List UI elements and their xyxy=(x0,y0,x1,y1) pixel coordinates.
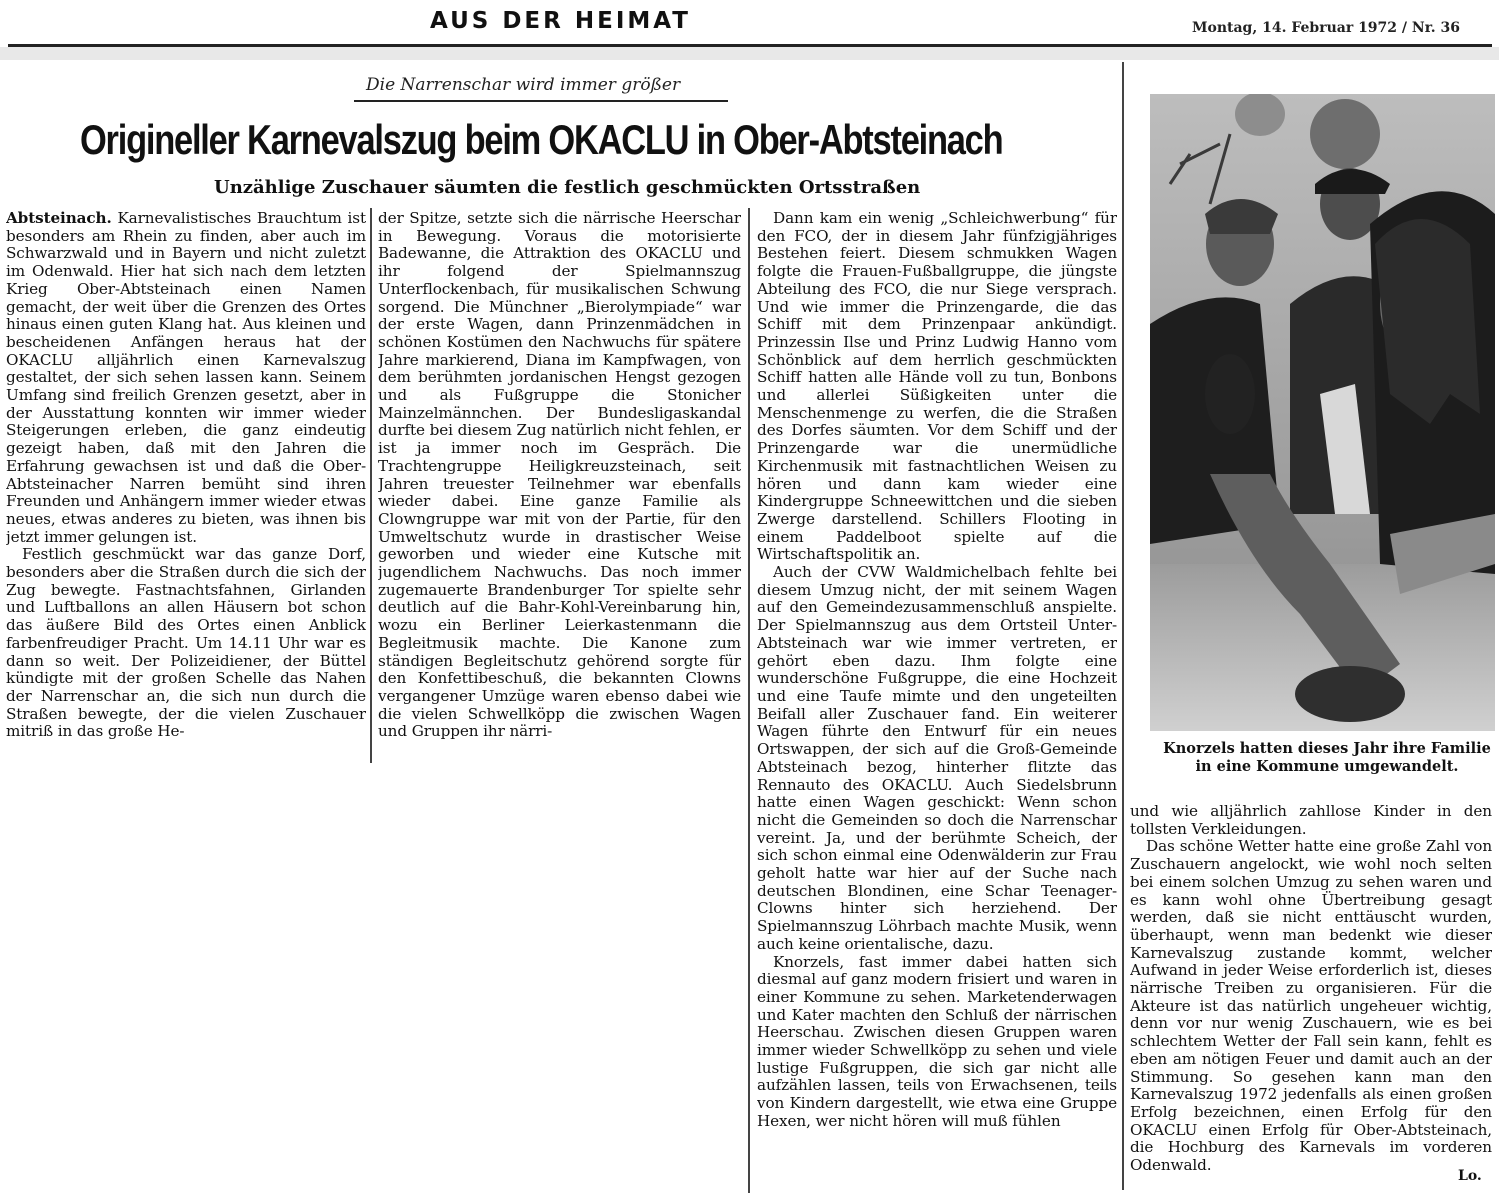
dateline-lead: Abtsteinach. xyxy=(6,210,112,227)
column-divider xyxy=(1122,62,1124,1190)
scan-margin-strip xyxy=(0,47,1499,60)
paragraph: Festlich geschmückt war das ganze Dorf, besonders aber die Straßen durch die sich der Zug bewegte. Fastnachtsfahnen, Girlanden und Luftballons an allen Häusern bot schon das äußere Bild des Ortes einen Anblick farbenfreudiger Pracht. Um 14.11 Uhr war es dann so weit. Der Polizeidiener, der Büttel kündigte mit der großen Schelle das Nahen der Narrenschar an, die sich nun durch die Straßen bewegte, der die vielen Zuschauer mitriß in das große He- xyxy=(6,545,366,741)
author-initials: Lo. xyxy=(1458,1168,1482,1184)
column-divider xyxy=(748,208,750,1193)
article-subheadline: Unzählige Zuschauer säumten die festlich geschmückten Ortsstraßen xyxy=(214,177,921,198)
text-column-3 xyxy=(757,210,1117,1188)
section-heading: AUS DER HEIMAT xyxy=(430,8,691,34)
kicker-underline xyxy=(354,100,728,102)
paragraph: der Spitze, setzte sich die närrische Heerschar in Bewegung. Voraus die motorisierte Badewanne, die Attraktion des OKACLU und ihr folgend der Spielmannszug Unterflockenbach, für musikalischen Schwung sorgend. Die Münchner „Bierolympiade“ war der erste Wagen, dann Prinzenmädchen in schönen Kostümen den Nachwuchs für spätere Jahre markierend, Diana im Kampfwagen, von dem berühmten jordanischen Hengst gezogen und als Fußgruppe die Stonicher Mainzelmännchen. Der Bundesligaskandal durfte bei diesem Zug natürlich nicht fehlen, er ist ja immer noch im Gespräch. Die Trachtengruppe Heiligkreuzsteinach, seit Jahren treuester Teilnehmer war ebenfalls wieder dabei. Eine ganze Familie als Clowngruppe war mit von der Partie, für den Umweltschutz wurde in drastischer Weise geworben und wieder eine Kutsche mit jugendlichem Nachwuchs. Das noch immer zugemauerte Brandenburger Tor spielte sehr deutlich auf die Bahr-Kohl-Vereinbarung hin, wozu ein Berliner Leierkastenmann die Begleitmusik machte. Die Kanone zum ständigen Begleitschutz gehörend sorgte für den Konfettibeschuß, die bekannten Clowns vergangener Umzüge waren ebenso dabei wie die vielen Schwellköpp die zwischen Wagen und Gruppen ihr närri- xyxy=(378,210,741,741)
article-photo xyxy=(1150,94,1495,731)
article-kicker: Die Narrenschar wird immer größer xyxy=(366,75,681,95)
text-column-2 xyxy=(378,210,741,762)
paragraph: Knorzels, fast immer dabei hatten sich diesmal auf ganz modern frisiert und waren in einer Kommune zu sehen. Marketenderwagen und Kater machten den Schluß der närrischen Heerschau. Zwischen diesen Gruppen waren immer wieder Schwellköpp zu sehen und viele lustige Fußgruppen, die sich gar nicht alle aufzählen lassen, teils von Erwachsenen, teils von Kindern dargestellt, wie etwa eine Gruppe Hexen, wer nicht hören will muß fühlen xyxy=(757,952,1117,1130)
date-issue-line: Montag, 14. Februar 1972 / Nr. 36 xyxy=(1192,20,1461,36)
article-headline: Origineller Karnevalszug beim OKACLU in Ober-Abtsteinach xyxy=(80,116,1003,163)
paragraph: und wie alljährlich zahllose Kinder in den tollsten Verkleidungen. xyxy=(1130,803,1492,838)
paragraph-text: Karnevalistisches Brauchtum ist besonders am Rhein zu finden, aber auch im Schwarzwald und in Bayern und nicht zuletzt im Odenwald. Hier hat sich nach dem letzten Krieg Ober-Abtsteinach einen Namen gemacht, der weit über die Grenzen des Ortes hinaus einen guten Klang hat. Aus kleinen und bescheidenen Anfängen heraus hat der OKACLU alljährlich einen Karnevalszug gestaltet, der sich sehen lassen kann. Seinem Umfang sind freilich Grenzen gesetzt, aber in der Ausstattung konnten wir immer wieder Steigerungen erleben, die ganz eindeutig gezeigt haben, daß mit den Jahren die Erfahrung gewachsen ist und daß die Ober-Abtsteinacher Narren bemüht sind ihren Freunden und Anhängern immer wieder etwas neues, etwas anderes zu bieten, was ihnen bis jetzt immer gelungen ist. xyxy=(6,210,366,546)
paragraph: Das schöne Wetter hatte eine große Zahl von Zuschauern angelockt, wie wohl noch selten bei einem solchen Umzug zu sehen waren und es kann wohl ohne Übertreibung gesagt werden, daß sie nicht enttäuscht wurden, überhaupt, wenn man bedenkt wie dieser Karnevalszug zustande kommt, welcher Aufwand in jeder Weise erforderlich ist, dieses närrische Treiben zu organisieren. Für die Akteure ist das natürlich ungeheuer wichtig, denn vor nur wenig Zuschauern, wie es bei schlechtem Wetter der Fall sein kann, fehlt es eben am nötigen Feuer und damit auch an der Stimmung. So gesehen kann man den Karnevalszug 1972 jedenfalls als einen großen Erfolg bezeichnen, einen Erfolg für den OKACLU einen Erfolg für Ober-Abtsteinach, die Hochburg des Karnevals im vorderen Odenwald. xyxy=(1130,837,1492,1175)
photo-illustration xyxy=(1150,94,1495,731)
paragraph: Auch der CVW Waldmichelbach fehlte bei diesem Umzug nicht, der mit seinem Wagen auf den Gemeindezusammenschluß anspielte. Der Spielmannszug aus dem Ortsteil Unter-Abtsteinach war wie immer vertreten, er gehört eben dazu. Ihm folgte eine wunderschöne Fußgruppe, die eine Hochzeit und eine Taufe mimte und den ungeteilten Beifall aller Zuschauer fand. Ein weiterer Wagen führte den Entwurf für ein neues Ortswappen, der sich auf die Groß-Gemeinde Abtsteinach bezog, hinterher flitzte das Rennauto des OKACLU. Auch Siedelsbrunn hatte einen Wagen geschickt: Wenn schon nicht die Gemeinden so doch die Narrenschar vereint. Ja, und der berühmte Scheich, der sich schon einmal eine Odenwälderin zur Frau geholt hatte war hier auf der Suche nach deutschen Blondinen, eine Schar Teenager-Clowns hinter sich herziehend. Der Spielmannszug Löhrbach machte Musik, wenn auch keine orientalische, dazu. xyxy=(757,563,1117,953)
paragraph: Dann kam ein wenig „Schleichwerbung“ für den FCO, der in diesem Jahr fünfzigjähriges Bestehen feiert. Diesem schmukken Wagen folgte die Frauen-Fußballgruppe, die jüngste Abteilung des FCO, die nur Siege versprach. Und wie immer die Prinzengarde, die das Schiff mit dem Prinzenpaar ankündigt. Prinzessin Ilse und Prinz Ludwig Hanno vom Schönblick auf dem herrlich geschmückten Schiff hatten alle Hände voll zu tun, Bonbons und allerlei Süßigkeiten unter die Menschenmenge zu werfen, die die Straßen des Dorfes säumten. Vor dem Schiff und der Prinzengarde war die unermüdliche Kirchenmusik mit fastnachtlichen Weisen zu hören und dann kam wieder eine Kindergruppe Schneewittchen und die sieben Zwerge darstellend. Schillers Flooting in einem Paddelboot spielte auf die Wirtschaftspolitik an. xyxy=(757,210,1117,564)
text-column-1 xyxy=(6,210,366,758)
text-column-4 xyxy=(1130,803,1492,1185)
paragraph xyxy=(6,210,366,546)
photo-caption: Knorzels hatten dieses Jahr ihre Familie in eine Kommune umgewandelt. xyxy=(1163,740,1491,775)
column-divider xyxy=(370,208,372,763)
